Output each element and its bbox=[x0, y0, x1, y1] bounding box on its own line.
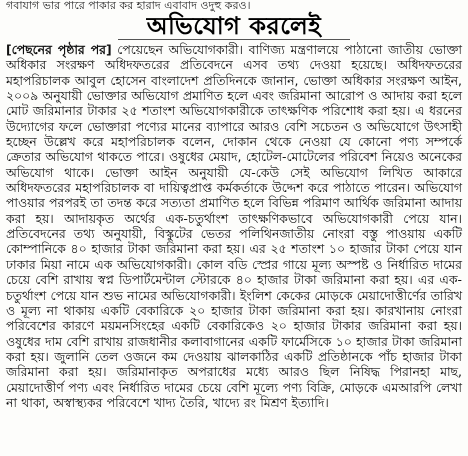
article-headline: অভিযোগ করলেই bbox=[146, 12, 322, 40]
continued-from-tag: [পেছনের পৃষ্ঠার পর] bbox=[6, 42, 112, 57]
article-body-text: পেয়েছেন অভিযোগকারী। বাণিজ্য মন্ত্রণালয়ে পাঠানো জাতীয় ভোক্তা অধিকার সংরক্ষণ অধিদফতরের প্রতিবেদনে এসব তথ্য দেওয়া হয়েছে। অধিদফতরের মহাপরিচালক আবুল হোসেন বাংলাদেশ প্রতিদিনকে জানান, ভোক্তা অধিকার সংরক্ষণ আইন, ২০০৯ অনুযায়ী ভোক্তার অভিযোগ প্রমাণিত হলে এবং জরিমানা আরোপ ও আদায় করা হলে মোট জরিমানার টাকার ২৫ শতাংশ অভিযোগকারীকে তাৎক্ষণিক পরিশোধ করা হয়। এ ধরনের উদ্যোগের ফলে ভোক্তারা পণ্যের মানের ব্যাপারে আরও বেশি সচেতন ও অভিযোগে উৎসাহী হচ্ছেন উল্লেখ করে মহাপরিচালক বলেন, দোকান থেকে নেওয়া যে কোনো পণ্য সম্পর্কে ক্রেতার অভিযোগ থাকতে পারে। ওষুধের মেয়াদ, হোটেল-মোটেলের পরিবেশ নিয়েও অনেকের অভিযোগ থাকে। ভোক্তা আইন অনুযায়ী যে-কেউ সেই অভিযোগ লিখিত আকারে অধিদফতরের মহাপরিচালক বা দায়িত্বপ্রাপ্ত কর্মকর্তাকে উদ্দেশ করে পাঠাতে পারেন। অভিযোগ পাওয়ার পরপরই তা তদন্ত করে সত্যতা প্রমাণিত হলে বিভিন্ন পরিমাণ আর্থিক জরিমানা আদায় করা হয়। আদায়কৃত অর্থের এক-চতুর্থাংশ তাৎক্ষণিকভাবে অভিযোগকারী পেয়ে যান। প্রতিবেদনের তথ্য অনুযায়ী, বিস্কুটের ভেতর পলিথিনজাতীয় নোংরা বস্তু পাওয়ায় একটি কোম্পানিকে ৪০ হাজার টাকা জরিমানা করা হয়। এর ২৫ শতাংশ ১০ হাজার টাকা পেয়ে যান ঢাকার মিয়া নামে এক অভিযোগকারী। কোল বডি স্প্রের গায়ে মূল্য অস্পষ্ট ও নির্ধারিত দামের চেয়ে বেশি রাখায় স্বপ্ন ডিপার্টমেন্টাল স্টোরকে ৪০ হাজার টাকা জরিমানা করা হয়। এর এক-চতুর্থাংশ পেয়ে যান শুভ নামের অভিযোগকারী। ইংলিশ কেকের মোড়কে মেয়াদোত্তীর্ণের তারিখ ও মূল্য না থাকায় একটি বেকারিকে ২০ হাজার টাকা জরিমানা করা হয়। কারখানায় নোংরা পরিবেশের কারণে ময়মনসিংহের একটি বেকারিকেও ২০ হাজার টাকার জরিমানা করা হয়। ওষুধের দাম বেশি রাখায় রাজধানীর কলাবাগানের একটি ফার্মেসিকে ১০ হাজার টাকা জরিমানা করা হয়। জুলানি তেল ওজনে কম দেওয়ায় ঝালকাঠির একটি প্রতিষ্ঠানকে পাঁচ হাজার টাকা জরিমানা করা হয়। জরিমানাকৃত অপরাধের মধ্যে আরও ছিল নিষিদ্ধ পিরানহা মাছ, মেয়াদোত্তীর্ণ পণ্য এবং নির্ধারিত দামের চেয়ে বেশি মূল্যে পণ্য বিক্রি, মোড়কে এমআরপি লেখা না থাকা, অস্বাস্থ্যকর পরিবেশে খাদ্য তৈরি, খাদ্যে রং মিশ্রণ ইত্যাদি। bbox=[6, 42, 463, 410]
article-body bbox=[6, 42, 462, 410]
previous-article-cut-text: গবাযাগ ভার পারে পাকার কর হারাদ এবাবাদ ওদুহু করও। bbox=[6, 0, 251, 12]
headline-rule bbox=[118, 39, 350, 40]
